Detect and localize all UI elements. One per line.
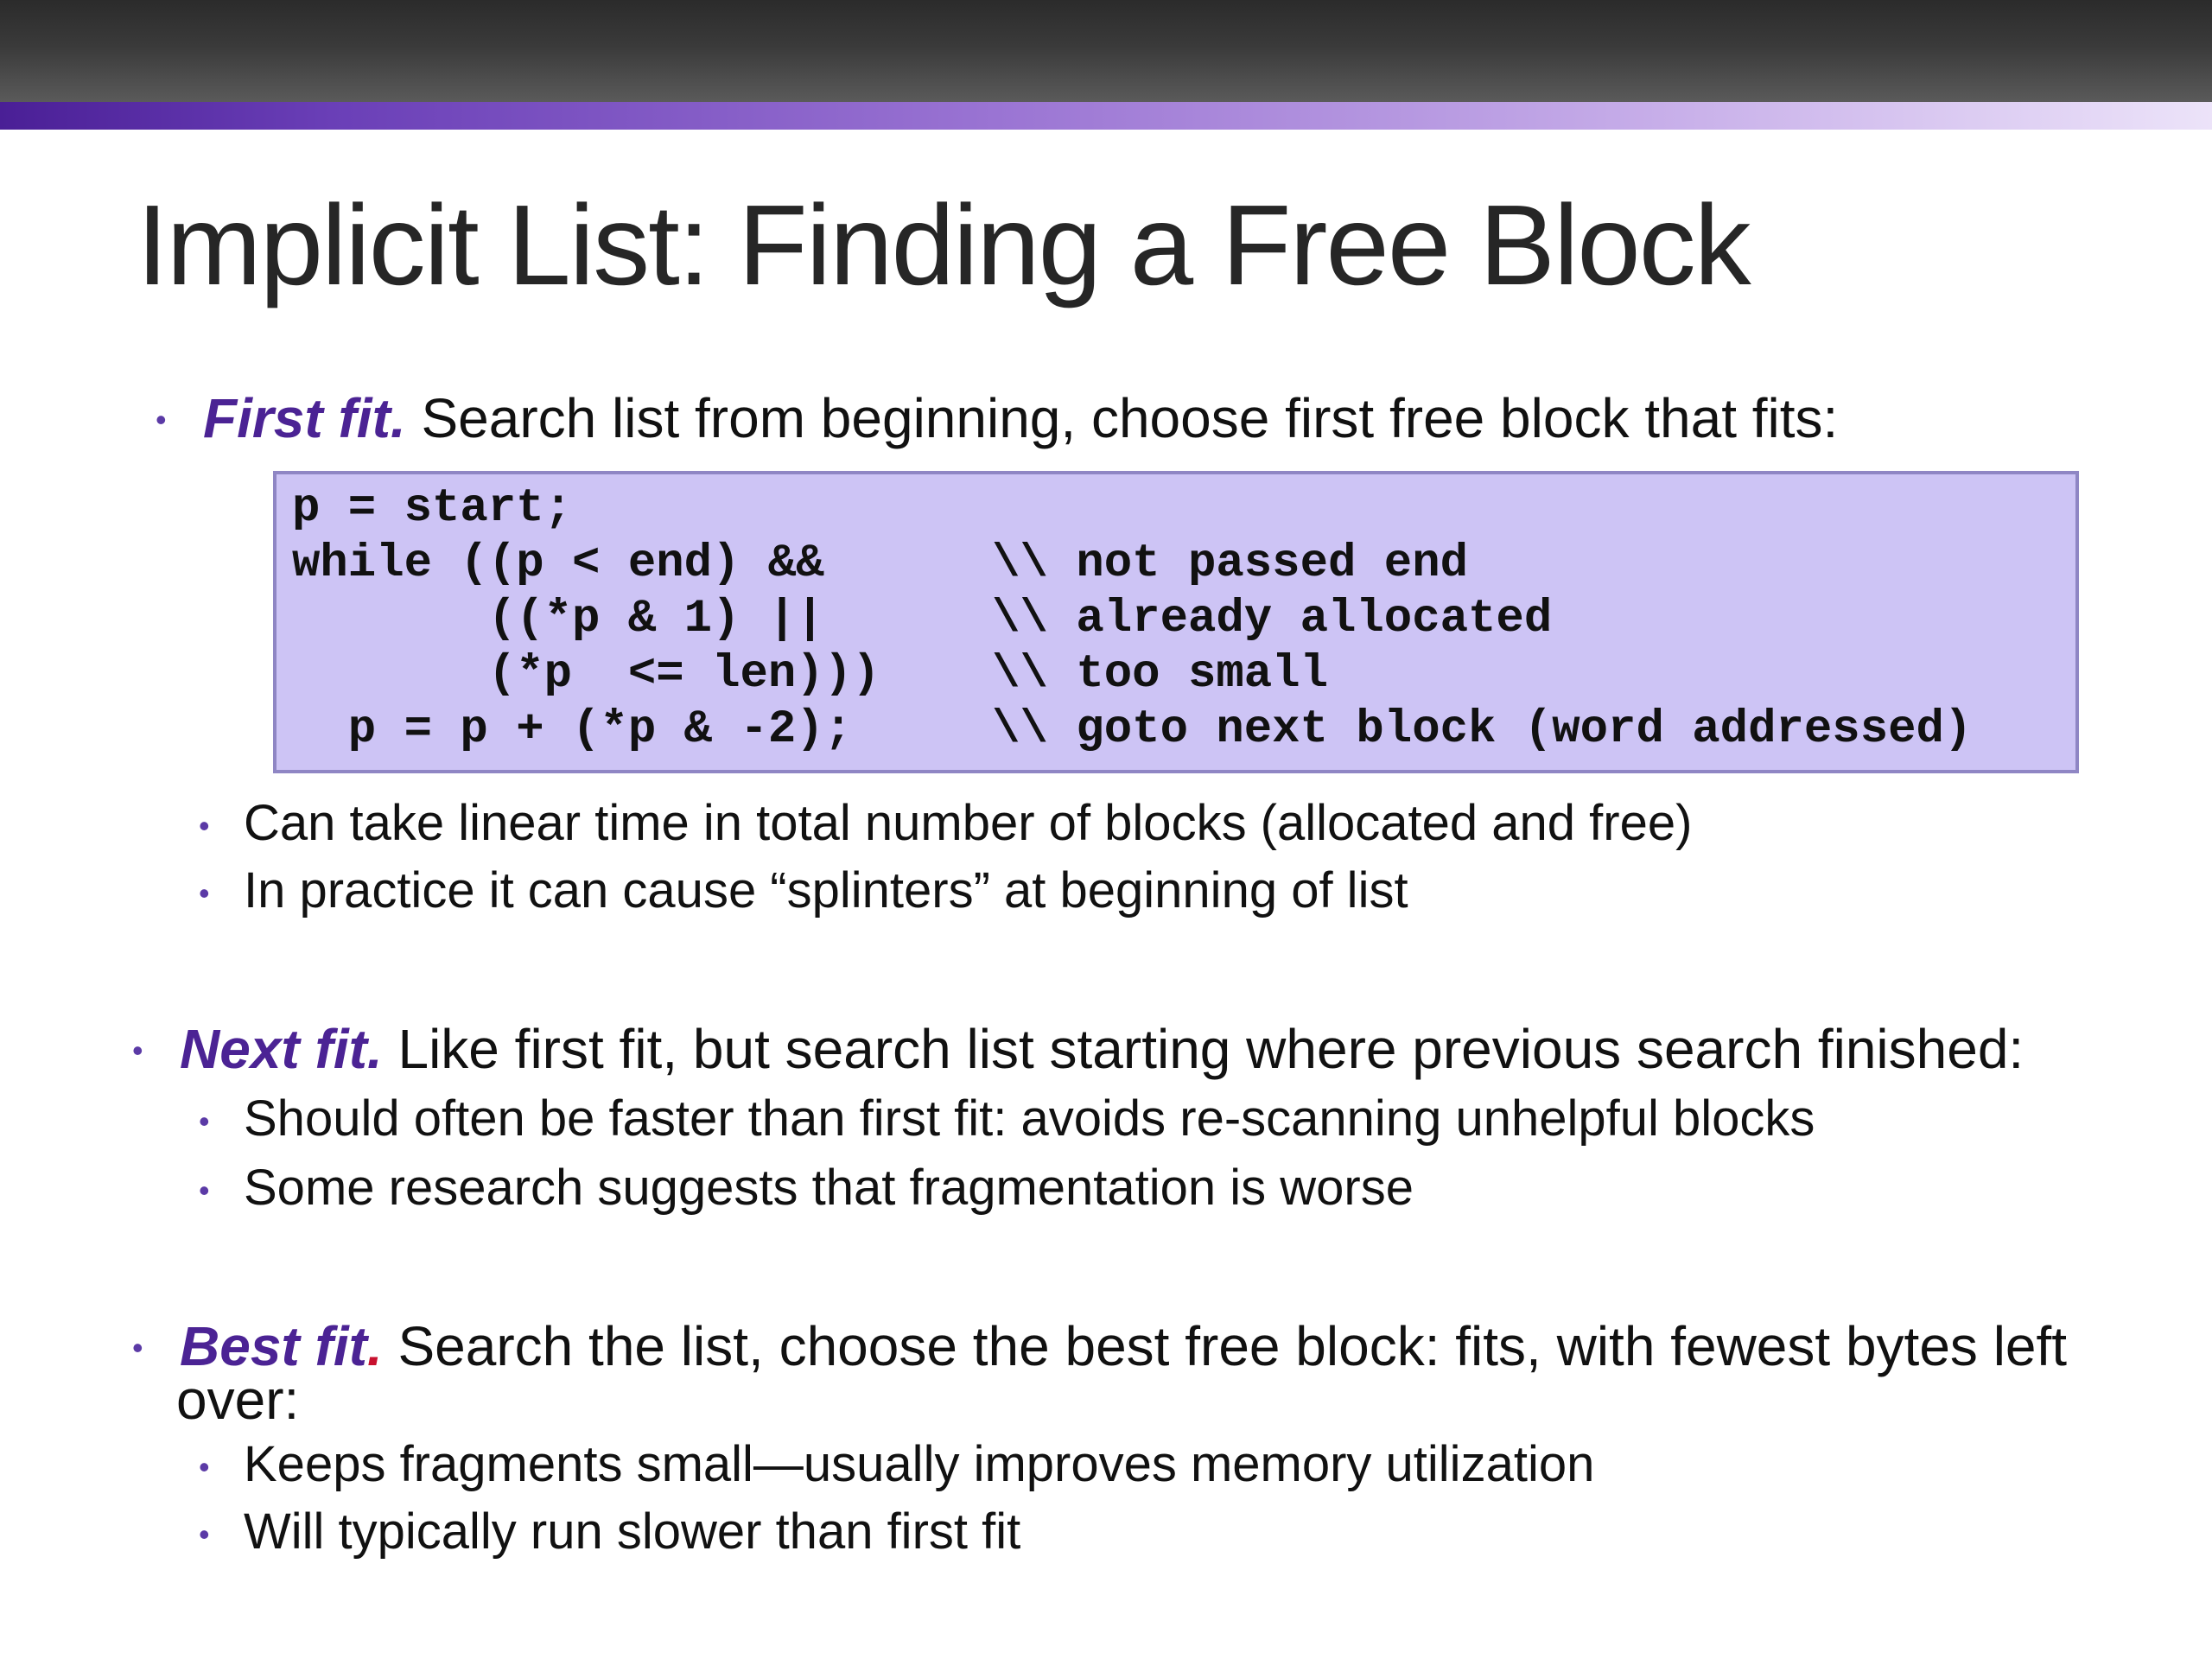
code-line: while ((p < end) && \\ not passed end [292, 537, 1469, 590]
bullet-best-fit: • [132, 1330, 143, 1365]
code-line: (*p <= len))) \\ too small [292, 648, 1328, 701]
next-fit-sub-bullet-1: Should often be faster than first fit: avoids re-scanning unhelpful blocks [244, 1090, 1815, 1147]
first-fit-bullet [203, 387, 1839, 449]
next-fit-term: Next fit. [180, 1018, 383, 1080]
bullet-next-fit: • [132, 1033, 143, 1068]
bullet-sub: • [199, 1516, 210, 1552]
code-line: p = start; [292, 482, 573, 535]
best-fit-bullet [180, 1315, 2068, 1377]
first-fit-text: Search list from beginning, choose first free block that fits: [405, 387, 1839, 449]
slide-header-bar [0, 0, 2212, 102]
first-fit-sub-bullet-1: Can take linear time in total number of blocks (allocated and free) [244, 795, 1693, 851]
best-fit-period: . [366, 1315, 383, 1377]
slide-title: Implicit List: Finding a Free Block [137, 181, 1750, 308]
best-fit-text-continued: over: [176, 1369, 300, 1431]
slide-accent-bar [0, 102, 2212, 130]
bullet-sub: • [199, 808, 210, 843]
next-fit-text: Like first fit, but search list starting where previous search finished: [382, 1018, 2024, 1080]
best-fit-sub-bullet-2: Will typically run slower than first fit [244, 1503, 1021, 1560]
bullet-first-fit: • [156, 402, 167, 437]
first-fit-sub-bullet-2: In practice it can cause “splinters” at beginning of list [244, 862, 1408, 918]
next-fit-bullet [180, 1018, 2024, 1080]
best-fit-sub-bullet-1: Keeps fragments small—usually improves memory utilization [244, 1436, 1595, 1492]
bullet-sub: • [199, 1103, 210, 1139]
code-line: ((*p & 1) || \\ already allocated [292, 593, 1553, 645]
best-fit-term: Best fit [180, 1315, 367, 1377]
best-fit-text: Search the list, choose the best free block: fits, with fewest bytes left [382, 1315, 2068, 1377]
bullet-sub: • [199, 1173, 210, 1208]
code-line: p = p + (*p & -2); \\ goto next block (word addressed) [292, 703, 1973, 756]
first-fit-term: First fit. [203, 387, 406, 449]
next-fit-sub-bullet-2: Some research suggests that fragmentation is worse [244, 1160, 1414, 1216]
bullet-sub: • [199, 1449, 210, 1484]
bullet-sub: • [199, 875, 210, 911]
